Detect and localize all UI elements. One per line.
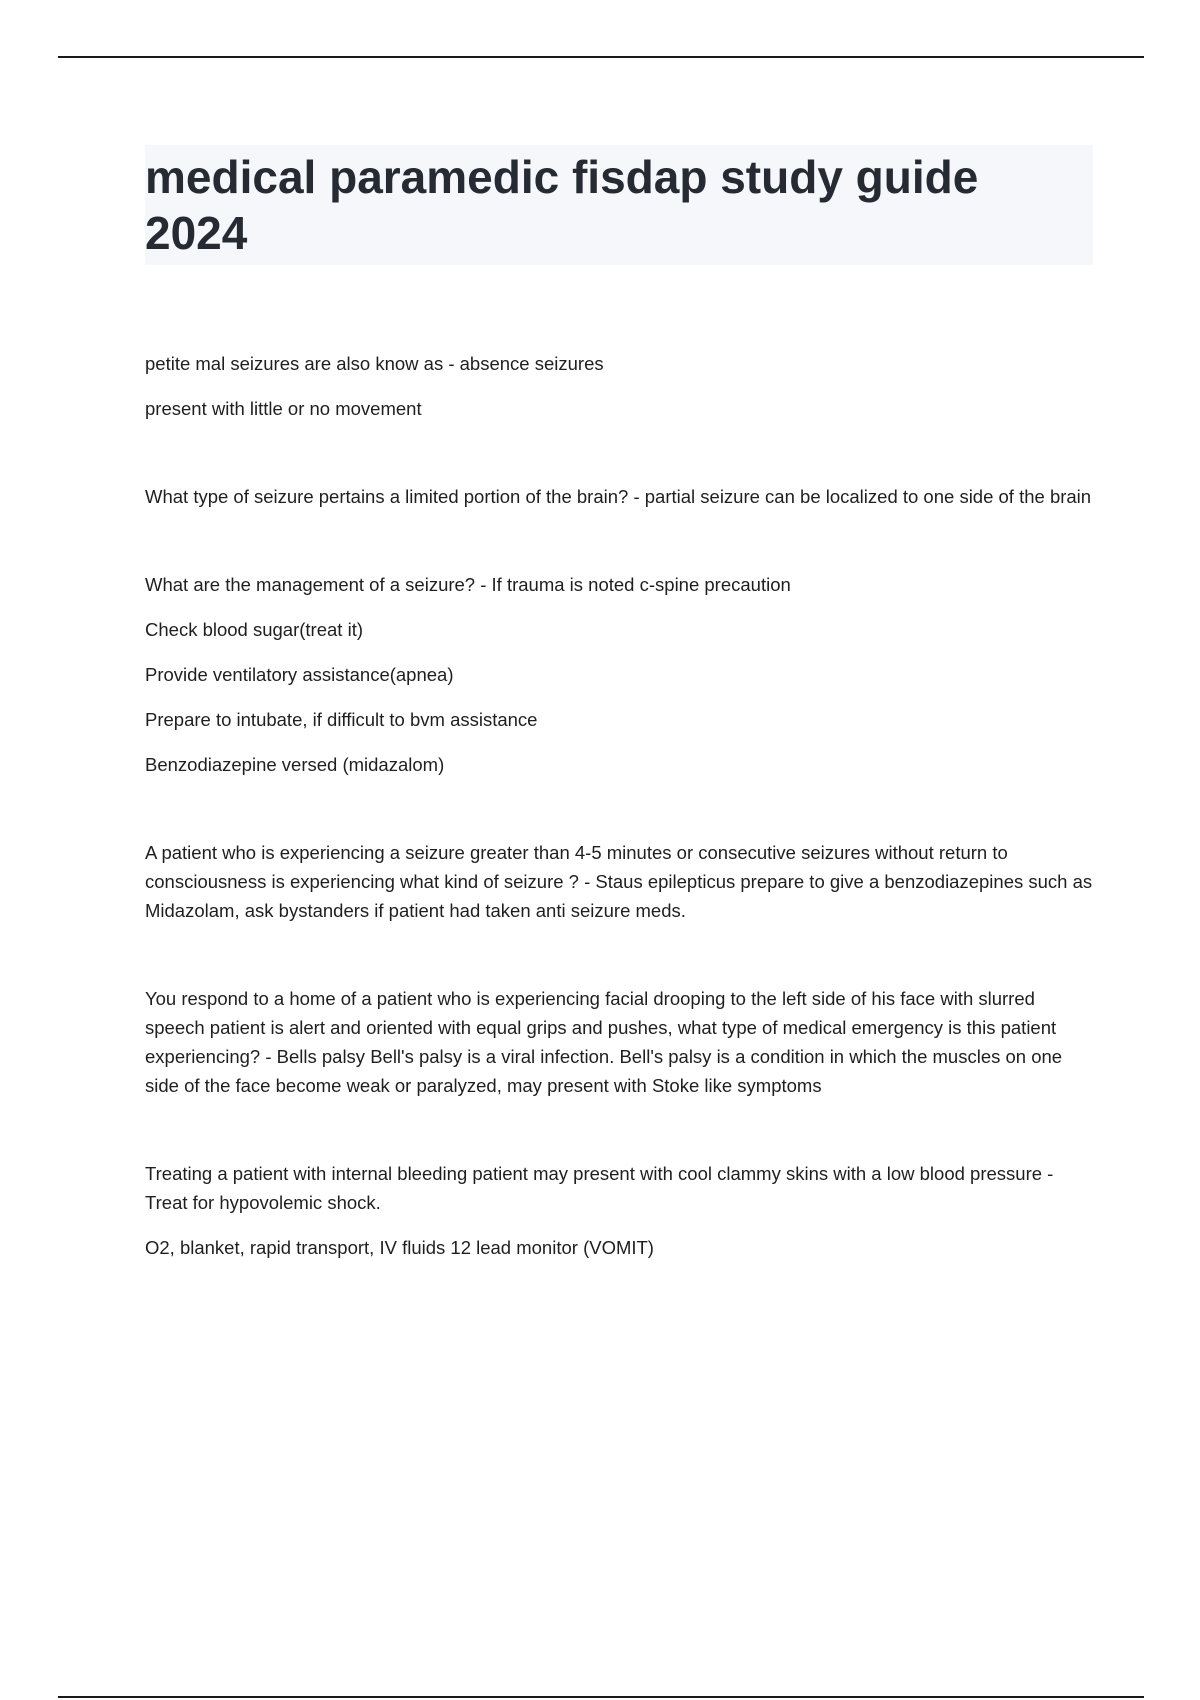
flashcard-line: present with little or no movement — [145, 398, 422, 419]
flashcard-line: petite mal seizures are also know as - absence seizures — [145, 353, 604, 374]
flashcard-list — [145, 349, 1093, 1262]
flashcard-line: O2, blanket, rapid transport, IV fluids 12 lead monitor (VOMIT) — [145, 1237, 654, 1258]
flashcard — [145, 570, 1093, 779]
document-content — [145, 145, 1093, 1321]
flashcard-line: Provide ventilatory assistance(apnea) — [145, 664, 454, 685]
flashcard — [145, 482, 1093, 511]
flashcard-line: Prepare to intubate, if difficult to bvm assistance — [145, 709, 538, 730]
document-title: medical paramedic fisdap study guide 2024 — [145, 151, 979, 259]
flashcard-line: Check blood sugar(treat it) — [145, 619, 363, 640]
flashcard — [145, 349, 1093, 423]
flashcard — [145, 1159, 1093, 1262]
title-block — [145, 145, 1093, 265]
flashcard-line: Benzodiazepine versed (midazalom) — [145, 754, 445, 775]
flashcard — [145, 838, 1093, 925]
bottom-rule — [58, 1696, 1144, 1698]
top-rule — [58, 56, 1144, 58]
flashcard-line: A patient who is experiencing a seizure greater than 4-5 minutes or consecutive seizures without return to consciousness is experiencing what kind of seizure ? - Staus epilepticus prepare to give a benzodiazepines such as Midazolam, ask bystanders if patient had taken anti seizure meds. — [145, 842, 1093, 921]
flashcard-line: Treating a patient with internal bleeding patient may present with cool clammy skins with a low blood pressure - Treat for hypovolemic shock. — [145, 1163, 1054, 1213]
flashcard-line: You respond to a home of a patient who is experiencing facial drooping to the left side of his face with slurred speech patient is alert and oriented with equal grips and pushes, what type of medical emergency is this patient experiencing? - Bells palsy Bell's palsy is a viral infection. Bell's palsy is a condition in which the muscles on one side of the face become weak or paralyzed, may present with Stoke like symptoms — [145, 988, 1063, 1096]
flashcard — [145, 984, 1093, 1100]
flashcard-line: What are the management of a seizure? - If trauma is noted c-spine precaution — [145, 574, 791, 595]
flashcard-line: What type of seizure pertains a limited portion of the brain? - partial seizure can be localized to one side of the brain — [145, 486, 1092, 507]
